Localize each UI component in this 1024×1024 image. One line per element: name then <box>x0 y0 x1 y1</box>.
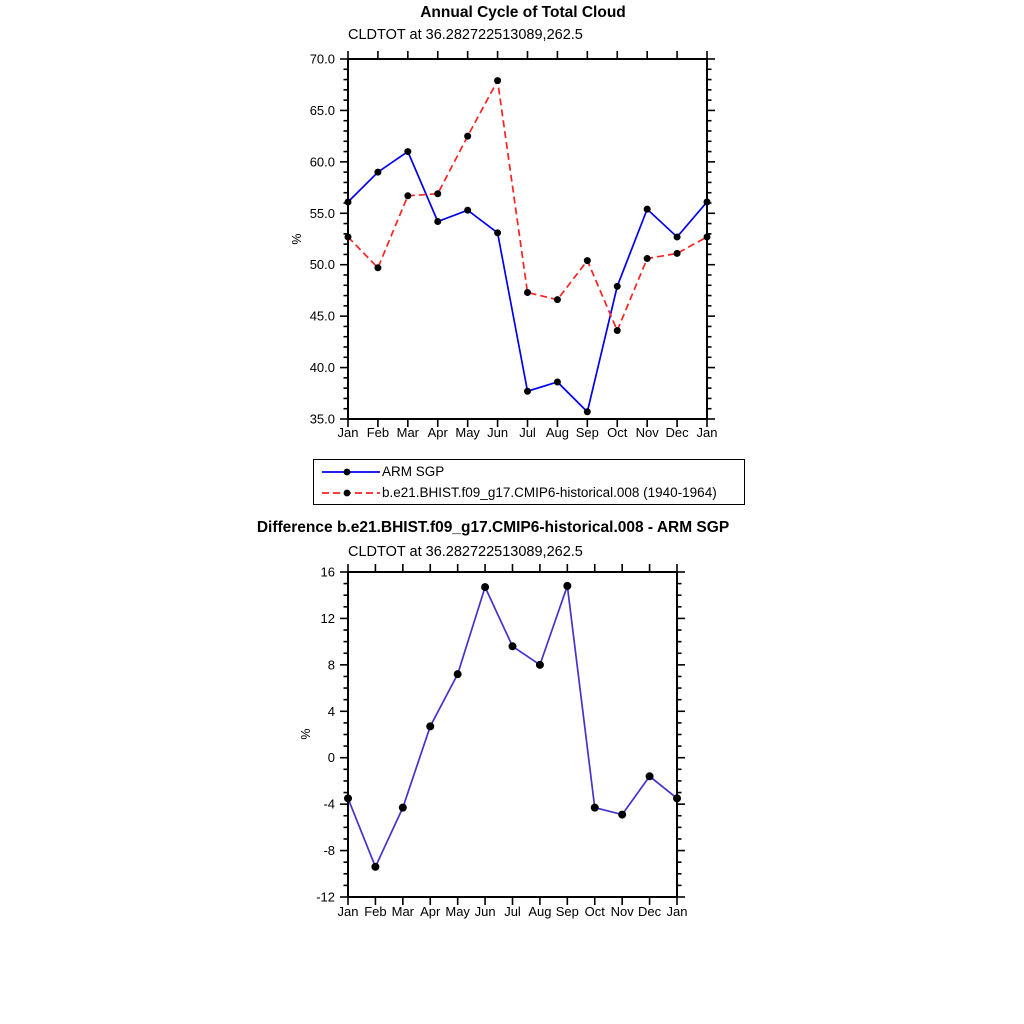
svg-text:Jan: Jan <box>337 904 359 919</box>
svg-text:Oct: Oct <box>584 904 605 919</box>
axis-frame <box>348 572 677 897</box>
chart1-subtitle: CLDTOT at 36.282722513089,262.5 <box>348 27 583 43</box>
svg-text:Jul: Jul <box>519 425 536 440</box>
svg-text:65.0: 65.0 <box>309 102 335 118</box>
chart1-title: Annual Cycle of Total Cloud <box>420 4 626 21</box>
series-markers <box>345 148 711 415</box>
chart2-plot-area <box>0 515 1024 935</box>
svg-text:40.0: 40.0 <box>309 360 335 376</box>
axis-frame <box>348 59 707 419</box>
svg-text:50.0: 50.0 <box>309 257 335 273</box>
svg-text:Feb: Feb <box>364 904 387 919</box>
chart1-legend <box>313 459 745 505</box>
chart2-subtitle: CLDTOT at 36.282722513089,262.5 <box>348 544 583 560</box>
chart1-yaxis-label: % <box>290 233 304 245</box>
svg-text:-12: -12 <box>316 889 335 905</box>
svg-text:Jun: Jun <box>487 425 509 440</box>
svg-text:16: 16 <box>320 564 335 580</box>
svg-text:Sep: Sep <box>555 904 579 919</box>
svg-text:55.0: 55.0 <box>309 205 335 221</box>
svg-text:70.0: 70.0 <box>309 51 335 67</box>
svg-text:Aug: Aug <box>545 425 569 440</box>
series-markers <box>345 77 711 334</box>
svg-text:Nov: Nov <box>635 425 659 440</box>
svg-text:Dec: Dec <box>638 904 662 919</box>
chart2-title: Difference b.e21.BHIST.f09_g17.CMIP6-historical.008 - ARM SGP <box>256 519 730 536</box>
legend-label-model: b.e21.BHIST.f09_g17.CMIP6-historical.008 (1940-1964) <box>382 485 717 500</box>
axis-ticks <box>340 51 715 427</box>
legend-line-sample-solid <box>320 465 382 479</box>
svg-text:8: 8 <box>327 657 335 673</box>
svg-text:Sep: Sep <box>575 425 599 440</box>
svg-text:-8: -8 <box>323 843 335 859</box>
axis-tick-labels <box>310 52 718 441</box>
svg-text:Nov: Nov <box>610 904 634 919</box>
legend-line-sample-dashed <box>320 486 382 500</box>
svg-text:Dec: Dec <box>665 425 689 440</box>
legend-row-model <box>314 482 744 503</box>
svg-text:0: 0 <box>327 750 335 766</box>
svg-text:Jan: Jan <box>696 425 718 440</box>
svg-text:Apr: Apr <box>427 425 448 440</box>
chart1-plot-area <box>0 0 1024 452</box>
svg-text:12: 12 <box>320 610 335 626</box>
series-line <box>348 152 707 412</box>
svg-text:Jan: Jan <box>337 425 359 440</box>
svg-text:Feb: Feb <box>366 425 390 440</box>
svg-text:Mar: Mar <box>391 904 415 919</box>
svg-text:Mar: Mar <box>396 425 420 440</box>
svg-text:60.0: 60.0 <box>309 154 335 170</box>
svg-text:May: May <box>455 425 480 440</box>
svg-text:Aug: Aug <box>528 904 552 919</box>
svg-text:45.0: 45.0 <box>309 308 335 324</box>
svg-text:Apr: Apr <box>420 904 441 919</box>
svg-text:May: May <box>445 904 470 919</box>
legend-row-arm-sgp <box>314 461 744 482</box>
svg-text:Jul: Jul <box>504 904 521 919</box>
svg-text:4: 4 <box>327 703 335 719</box>
svg-text:-4: -4 <box>323 796 335 812</box>
svg-text:Jan: Jan <box>666 904 688 919</box>
svg-text:35.0: 35.0 <box>309 411 335 427</box>
chart2-yaxis-label: % <box>299 728 313 740</box>
svg-text:Oct: Oct <box>607 425 628 440</box>
legend-label-arm-sgp: ARM SGP <box>382 464 445 479</box>
axis-ticks <box>340 564 685 905</box>
svg-text:Jun: Jun <box>474 904 496 919</box>
series-line <box>348 586 677 867</box>
